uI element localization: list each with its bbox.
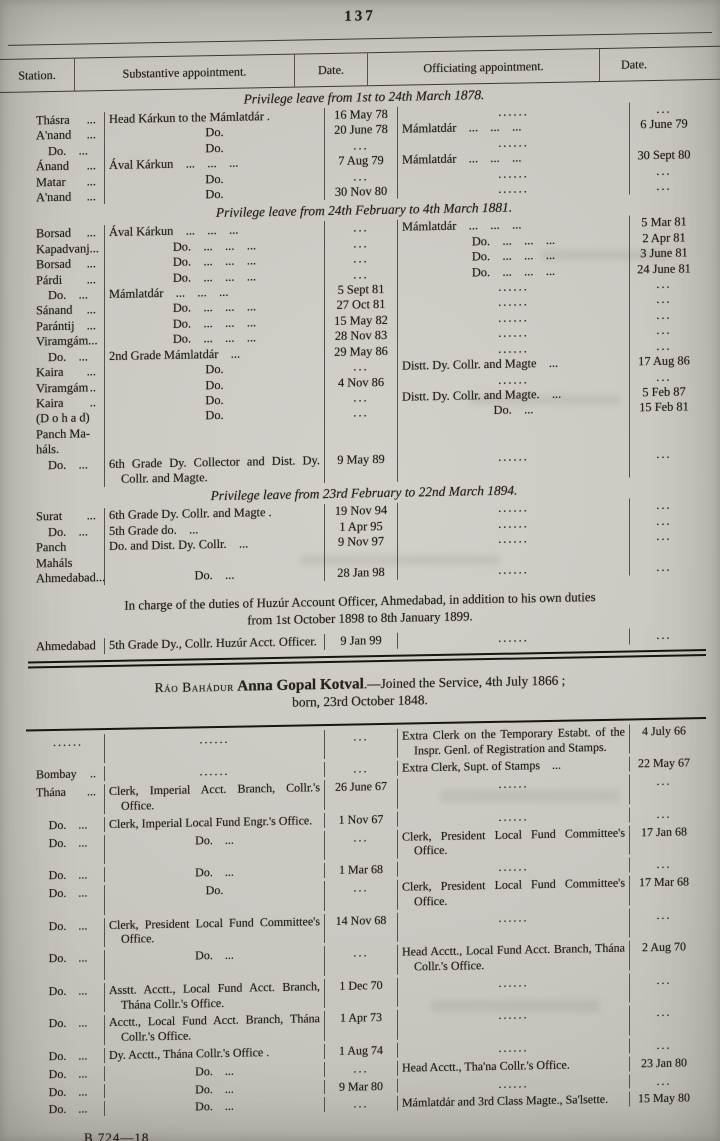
cell-date: 17 Jan 68 — [641, 823, 687, 839]
cell-date: 3 June 81 — [640, 245, 688, 261]
cell-station: Borsad ... — [30, 256, 105, 273]
record1-table-body — [30, 83, 698, 587]
column-header-officiating: Officiating appointment. — [368, 49, 600, 85]
cell-station: Párdi ... — [30, 272, 105, 289]
cell-date: 15 May 80 — [638, 1090, 690, 1106]
cell-station: Sánand ... — [30, 303, 105, 320]
cell-officiating: Clerk, President Local Fund Committee's Office. — [398, 825, 630, 859]
cell-date: 9 Mar 80 — [325, 1078, 398, 1094]
cell-station: Thásra ... — [30, 112, 105, 129]
page-content — [0, 2, 720, 1119]
cell-substantive: Clerk, President Local Fund Committee's Office. — [105, 914, 325, 948]
cell-date: ... — [656, 322, 672, 338]
cell-date: ... — [656, 1073, 672, 1088]
cell-substantive: Do. ... — [105, 1062, 325, 1081]
cell-officiating: Head Acctt., Tha'na Collr.'s Office. — [398, 1056, 630, 1075]
cell-officiating: Clerk, President Local Fund Committee's Office. — [398, 875, 630, 909]
cell-station: Do. ... — [30, 918, 105, 949]
cell-date: ... — [325, 1096, 398, 1112]
cell-date: ... — [656, 907, 672, 922]
cell-station: Do. ... — [30, 524, 105, 541]
cell-officiating: ...... — [398, 1038, 630, 1057]
cell-date: 4 July 66 — [641, 723, 686, 739]
cell-officiating: ...... — [398, 807, 630, 826]
record2-heading-line2: born, 23rd October 1848. — [292, 692, 428, 710]
cell-station: Ahmedabad — [30, 638, 105, 655]
section-heading: Privilege leave from 1st to 24th March 1878. — [243, 87, 485, 107]
cell-officiating: ...... — [398, 308, 630, 328]
cell-date: ... — [656, 1037, 672, 1052]
cell-date: 1 Dec 70 — [325, 977, 398, 1008]
cell-officiating: ...... — [398, 164, 630, 184]
cell-officiating: ...... — [398, 102, 630, 122]
cell-date: 20 June 78 — [325, 122, 398, 139]
cell-officiating: ...... — [398, 908, 630, 942]
page-number: 137 — [344, 8, 376, 25]
cell-date: ... — [325, 168, 398, 185]
cell-substantive: Do. ... ... ... — [105, 252, 325, 271]
cell-station: Kapadvanj ... — [30, 241, 105, 258]
cell-date: ... — [656, 276, 672, 292]
cell-date: 1 Mar 68 — [325, 862, 398, 878]
cell-station: Do. ... — [30, 1101, 105, 1117]
cell-date: 15 May 82 — [325, 313, 398, 330]
cell-officiating: ...... — [398, 447, 630, 482]
cell-substantive: Do. — [105, 185, 325, 204]
cell-substantive: Do. — [105, 123, 325, 142]
cell-station: Borsad ... — [30, 226, 105, 243]
cell-station: Do. ... — [30, 287, 105, 304]
cell-substantive: Do. ... — [105, 831, 325, 865]
cell-date: 9 Nov 97 — [325, 534, 398, 566]
cell-station: Do. ... — [30, 1084, 105, 1100]
cell-station: Do. ... — [30, 143, 105, 160]
cell-station: Panch Ma-háls. — [30, 426, 105, 458]
cell-station: Bombay .. — [30, 766, 105, 782]
cell-date: ... — [656, 307, 672, 322]
cell-substantive: Head Kárkun to the Mámlatdár . — [105, 108, 325, 127]
cell-date: 30 Nov 80 — [325, 184, 398, 201]
record2-table-body — [30, 721, 698, 1119]
record2-heading — [0, 669, 720, 717]
cell-date: ... — [325, 945, 398, 976]
cell-station: Do. ... — [30, 349, 105, 366]
cell-date: ... — [656, 559, 672, 574]
cell-date: 1 Apr 73 — [325, 1010, 398, 1041]
cell-substantive: Do. — [105, 170, 325, 189]
cell-substantive: Do. — [105, 139, 325, 158]
cell-officiating: Distt. Dy. Collr. and Magte ... — [398, 355, 630, 375]
cell-date: ... — [325, 829, 398, 860]
cell-date: 1 Aug 74 — [325, 1043, 398, 1059]
cell-date: ... — [325, 1060, 398, 1076]
cell-substantive: ...... — [105, 762, 325, 781]
cell-substantive: Do. — [105, 406, 325, 425]
honorific: Ráo Bahádur — [154, 678, 234, 695]
cell-date: ... — [656, 1005, 672, 1020]
cell-date: 27 Oct 81 — [325, 297, 398, 314]
cell-date: 29 May 86 — [325, 343, 398, 360]
cell-substantive: Do. ... ... ... — [105, 329, 325, 348]
cell-substantive: Do. ... — [105, 946, 325, 980]
cell-date: ... — [656, 178, 672, 194]
cell-officiating: ...... — [398, 514, 630, 534]
column-header-date2: Date. — [620, 57, 648, 72]
cell-substantive: Do. ... — [105, 1080, 325, 1099]
cell-officiating: Extra Clerk, Supt. of Stamps ... — [398, 757, 630, 776]
printers-mark: B 724—18 — [84, 1130, 150, 1141]
cell-date: 1 Apr 95 — [325, 518, 398, 535]
cell-date: ... — [325, 761, 398, 777]
cell-substantive: 2nd Grade Mámlatdár ... — [105, 345, 325, 364]
cell-officiating: ...... — [398, 775, 630, 809]
in-charge-note — [0, 587, 720, 634]
cell-substantive: Do. ... — [105, 1097, 325, 1116]
cell-date: ... — [656, 513, 672, 528]
cell-station: Surat ... — [30, 508, 105, 525]
cell-date — [630, 132, 698, 149]
cell-substantive: 5th Grade Dy., Collr. Huzúr Acct. Officer. — [105, 634, 325, 653]
cell-station: Ánand ... — [30, 158, 105, 175]
cell-date: 15 Feb 81 — [639, 399, 689, 415]
cell-officiating: Do. ... ... ... — [398, 247, 630, 267]
cell-station: Matar ... — [30, 174, 105, 191]
cell-date: 23 Jan 80 — [641, 1055, 687, 1070]
cell-officiating: ...... — [398, 560, 630, 580]
cell-officiating: ...... — [398, 324, 630, 344]
cell-station: Do. ... — [30, 1048, 105, 1064]
cell-officiating: ...... — [398, 1006, 630, 1040]
cell-date: 9 Jan 99 — [325, 633, 398, 650]
cell-date: ... — [325, 359, 398, 376]
cell-date: 16 May 78 — [325, 107, 398, 124]
cell-officiating: ...... — [398, 499, 630, 519]
cell-substantive: Mámlatdár ... ... ... — [105, 283, 325, 302]
cell-date: ... — [325, 220, 398, 237]
cell-date: 2 Apr 81 — [642, 230, 686, 246]
cell-date: 17 Aug 86 — [638, 353, 690, 369]
cell-substantive: 6th Grade Dy. Collector and Dist. Dy. Collr. and Magte. — [105, 453, 325, 488]
cell-substantive — [105, 422, 325, 457]
cell-date: ... — [656, 856, 672, 872]
cell-substantive: Do. — [105, 360, 325, 379]
cell-substantive: Do. ... — [105, 863, 325, 882]
cell-station: Parántij ... — [30, 318, 105, 335]
cell-officiating: Mámlatdár ... ... ... — [398, 216, 630, 236]
cell-substantive: Do. ... ... ... — [105, 268, 325, 287]
cell-officiating — [398, 416, 630, 451]
joined-service-text: .—Joined the Service, 4th July 1866 ; — [363, 672, 566, 692]
cell-substantive: Do. ... ... ... — [105, 237, 325, 256]
cell-date — [325, 420, 398, 452]
cell-date: 4 Nov 86 — [325, 374, 398, 391]
top-rule — [8, 32, 712, 46]
cell-date: ... — [656, 446, 672, 461]
cell-officiating: Mámlatdár and 3rd Class Magte., Sa'lsette. — [398, 1092, 630, 1111]
cell-date: ... — [325, 390, 398, 407]
cell-station: Panch Maháls — [30, 539, 105, 571]
cell-station: Do. ... — [30, 983, 105, 1014]
cell-substantive: Clerk, Imperial Local Fund Engr.'s Office. — [105, 813, 325, 832]
cell-substantive: 5th Grade do. ... — [105, 520, 325, 539]
cell-officiating: Extra Clerk on the Temporary Estabt. of the Inspr. Genl. of Registration and Stamps. — [398, 724, 630, 758]
cell-station: Do. ... — [30, 1015, 105, 1046]
cell-date: 22 May 67 — [638, 755, 690, 771]
cell-officiating: Do. ... ... ... — [398, 231, 630, 251]
cell-date: ... — [325, 266, 398, 283]
cell-date: ... — [656, 369, 672, 384]
cell-station: A'nand ... — [30, 127, 105, 144]
cell-station: Do. ... — [30, 950, 105, 981]
cell-substantive: 6th Grade Dy. Collr. and Magte . — [105, 504, 325, 523]
cell-substantive: Ával Kárkun ... ... ... — [105, 154, 325, 173]
cell-date: 1 Nov 67 — [325, 811, 398, 827]
section-heading: Privilege leave from 23rd February to 22nd March 1894. — [210, 482, 518, 504]
section-heading: Privilege leave from 24th February to 4th March 1881. — [215, 200, 513, 221]
cell-date: 30 Sept 80 — [637, 147, 691, 163]
cell-date: 6 June 79 — [640, 116, 688, 132]
cell-substantive: Do. and Dist. Dy. Collr. ... — [105, 535, 325, 570]
cell-officiating: ...... — [398, 179, 630, 199]
cell-station: Do. ... — [30, 817, 105, 833]
cell-substantive: Do. — [105, 881, 325, 915]
cell-station: Thána ... — [30, 784, 105, 815]
cell-date: ... — [656, 972, 672, 987]
cell-date: ... — [656, 163, 672, 178]
cell-date: ... — [325, 236, 398, 253]
cell-date: 17 Mar 68 — [639, 874, 689, 890]
cell-date: ... — [656, 338, 672, 353]
cell-station: Do. ... — [30, 835, 105, 866]
note-line-2: from 1st October 1898 to 8th January 1899. — [247, 609, 473, 628]
cell-station: Ahmedabad ... — [30, 570, 105, 587]
cell-date: 5 Feb 87 — [642, 384, 686, 400]
cell-date — [630, 415, 698, 447]
column-header-substantive: Substantive appointment. — [75, 55, 295, 91]
cell-officiating: Mámlatdár ... ... ... — [398, 118, 630, 138]
cell-date: ... — [656, 101, 672, 116]
cell-date: ... — [325, 728, 398, 759]
cell-officiating: ...... — [398, 973, 630, 1007]
cell-station: Kaira ... — [30, 364, 105, 381]
cell-date: ... — [325, 405, 398, 422]
cell-officiating: ...... — [398, 629, 630, 649]
cell-substantive: Do. ... ... ... — [105, 299, 325, 318]
cell-officiating: Head Acctt., Local Fund Acct. Branch, Thána Collr.'s Office. — [398, 941, 630, 975]
cell-date: ... — [325, 880, 398, 911]
cell-substantive: Do. ... — [105, 566, 325, 585]
cell-station: Do. ... — [30, 457, 105, 489]
cell-officiating: ...... — [398, 293, 630, 313]
cell-substantive: Do. — [105, 376, 325, 395]
cell-officiating: Do. ... ... ... — [398, 262, 630, 282]
cell-date: ... — [656, 628, 672, 643]
cell-substantive: Asstt. Acctt., Local Fund Acct. Branch, Thána Collr.'s Office. — [105, 979, 325, 1013]
cell-officiating: ...... — [398, 858, 630, 877]
column-header-date: Date. — [295, 53, 368, 86]
cell-substantive: Do. — [105, 391, 325, 410]
cell-date: 7 Aug 79 — [325, 153, 398, 170]
cell-officiating: ...... — [398, 370, 630, 390]
cell-date: ... — [325, 138, 398, 155]
cell-officiating: ...... — [398, 339, 630, 359]
cell-date: 19 Nov 94 — [325, 503, 398, 520]
cell-station: Do. ... — [30, 1066, 105, 1082]
column-header-station: Station. — [0, 59, 75, 92]
cell-date: ... — [325, 251, 398, 268]
cell-date: ... — [656, 806, 672, 821]
cell-date: 9 May 89 — [325, 451, 398, 483]
cell-station: Kaira .. — [30, 395, 105, 412]
cell-date: 26 June 67 — [325, 779, 398, 810]
cell-officiating: ...... — [398, 278, 630, 298]
cell-officiating: Do. ... — [398, 401, 630, 421]
cell-date: ... — [656, 292, 672, 307]
cell-substantive: Acctt., Local Fund Acct. Branch, Thána Collr.'s Office. — [105, 1011, 325, 1045]
cell-date: 28 Jan 98 — [325, 565, 398, 582]
cell-date: 5 Sept 81 — [325, 282, 398, 299]
cell-station: ...... — [30, 734, 105, 765]
cell-station: Viramgám .. — [30, 380, 105, 397]
officer-name: Anna Gopal Kotval — [237, 675, 364, 695]
cell-date: 2 Aug 70 — [641, 939, 686, 955]
cell-officiating: ...... — [398, 133, 630, 153]
cell-substantive: Clerk, Imperial Acct. Branch, Collr.'s Office. — [105, 780, 325, 814]
cell-date: 24 June 81 — [637, 260, 691, 276]
cell-station: A'nand ... — [30, 189, 105, 206]
cell-substantive: ...... — [105, 730, 325, 764]
cell-substantive: Dy. Acctt., Thána Collr.'s Office . — [105, 1044, 325, 1063]
cell-station: (D o h a d) — [30, 410, 105, 427]
cell-officiating: ...... — [398, 1074, 630, 1093]
cell-date: 28 Nov 83 — [325, 328, 398, 345]
cell-station: Do. ... — [30, 885, 105, 916]
cell-station: Viramgám ... — [30, 333, 105, 350]
cell-date: 14 Nov 68 — [325, 912, 398, 943]
note-line-1: In charge of the duties of Huzúr Account Officer, Ahmedabad, in addition to his own duties — [124, 590, 596, 614]
cell-substantive: Do. ... ... ... — [105, 314, 325, 333]
cell-date: 5 Mar 81 — [641, 214, 687, 230]
cell-officiating: Distt. Dy. Collr. and Magte. ... — [398, 385, 630, 405]
cell-date: ... — [656, 773, 672, 789]
cell-officiating: Mámlatdár ... ... ... — [398, 149, 630, 169]
cell-station: Do. ... — [30, 867, 105, 883]
cell-date: ... — [656, 498, 672, 513]
cell-officiating: ...... — [398, 530, 630, 565]
cell-date: ... — [656, 528, 672, 544]
cell-substantive: Ával Kárkun ... ... ... — [105, 221, 325, 240]
